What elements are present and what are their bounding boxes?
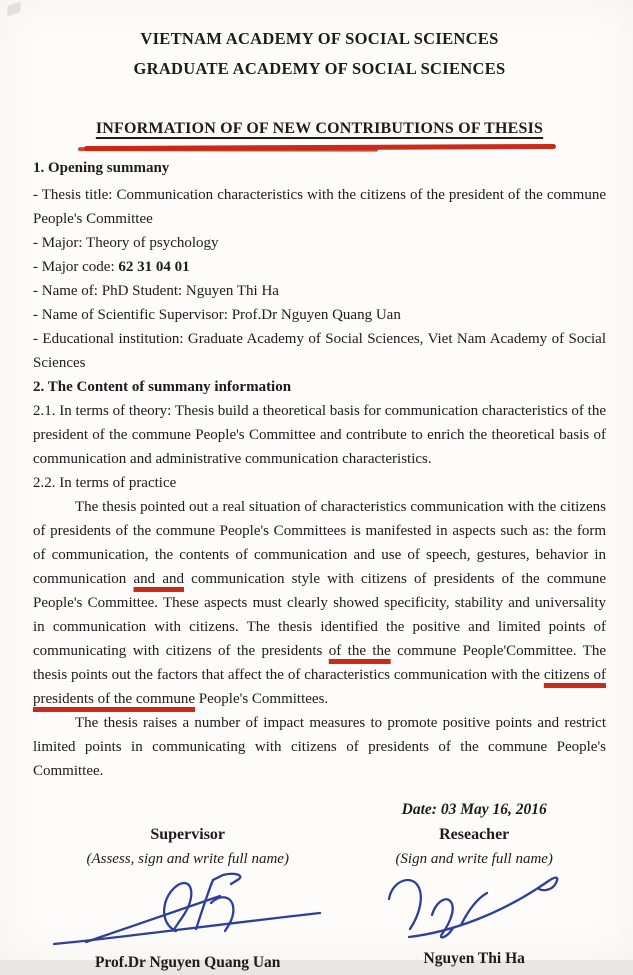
signature-spacer (33, 798, 342, 822)
researcher-signature-ink (379, 865, 569, 945)
scan-smudge-artifact (7, 2, 21, 17)
practice-text-4: People's Committees. (195, 691, 329, 707)
typo-mark-of-the-the: of the the (328, 643, 391, 659)
supervisor-signature-column (33, 798, 342, 975)
major-code-label: - Major code: (33, 259, 119, 275)
phd-student-item: - Name of: PhD Student: Nguyen Thi Ha (33, 283, 279, 299)
supervisor-instruction: (Assess, sign and write full name) (86, 851, 289, 867)
supervisor-signature-ink (48, 873, 328, 949)
thesis-title-item: - Thesis title: Communication characteristics with the citizens of the president of the commune People's Committee (33, 187, 606, 227)
title-red-underline-stroke (78, 147, 378, 152)
researcher-name: Nguyen Thi Ha (423, 950, 525, 967)
paragraph-2-1-theory: 2.1. In terms of theory: Thesis build a theoretical basis for communication characteristics of the president of the commune People's Committee and contribute to enrich the theoretical basis of communication and administrative communication characteristics. (33, 403, 606, 467)
major-item: - Major: Theory of psychology (33, 235, 219, 251)
paragraph-2-2-heading: 2.2. In terms of practice (33, 475, 177, 491)
document-title: INFORMATION OF OF NEW CONTRIBUTIONS OF THESIS (95, 120, 544, 137)
date-line: Date: 03 May 16, 2016 (401, 801, 547, 818)
header-line-2: GRADUATE ACADEMY OF SOCIAL SCIENCES (133, 59, 506, 78)
institution-item: - Educational institution: Graduate Academy of Social Sciences, Viet Nam Academy of Social Sciences (33, 331, 606, 371)
supervisor-role-label: Supervisor (150, 826, 226, 843)
practice-text-3: commune People'Committee. The thesis points out the factors that affect the of characteristics communication with the (33, 643, 606, 683)
section-2-heading: 2. The Content of summany information (33, 379, 292, 395)
scientific-supervisor-item: - Name of Scientific Supervisor: Prof.Dr Nguyen Quang Uan (33, 307, 401, 323)
major-code-item (33, 255, 606, 279)
document-header (33, 24, 606, 84)
paragraph-closing: The thesis raises a number of impact measures to promote positive points and restrict limited points in communicating with citizens of presidents of the commune People's Committee. (33, 715, 606, 779)
paragraph-practice (33, 495, 606, 711)
typo-mark-citizens-of-presidents: citizens of presidents of the commune (33, 667, 606, 707)
signature-block (33, 798, 606, 975)
major-code-value: 62 31 04 01 (118, 259, 190, 275)
typo-mark-and-and: and and (133, 571, 184, 587)
researcher-signature-column (342, 798, 606, 975)
researcher-instruction: (Sign and write full name) (395, 851, 553, 867)
document-title-block (33, 117, 606, 153)
title-red-underline (83, 144, 555, 151)
header-line-1: VIETNAM ACADEMY OF SOCIAL SCIENCES (140, 29, 499, 48)
practice-text-2: communication style with citizens of presidents of the commune People's Committee. These aspects must clearly showed specificity, stability and universality in communication with citizens. The thesis identified the positive and limited points of communicating with citizens of the presidents (33, 571, 606, 659)
researcher-role-label: Reseacher (439, 826, 510, 843)
supervisor-name: Prof.Dr Nguyen Quang Uan (94, 954, 281, 971)
section-1-heading: 1. Opening summany (33, 160, 170, 176)
practice-text-1: The thesis pointed out a real situation of characteristics communication with the citizens of presidents of the commune People's Committees is manifested in aspects such as: the form of communication, the contents of communication and use of speech, gestures, behavior in communication (33, 499, 606, 587)
